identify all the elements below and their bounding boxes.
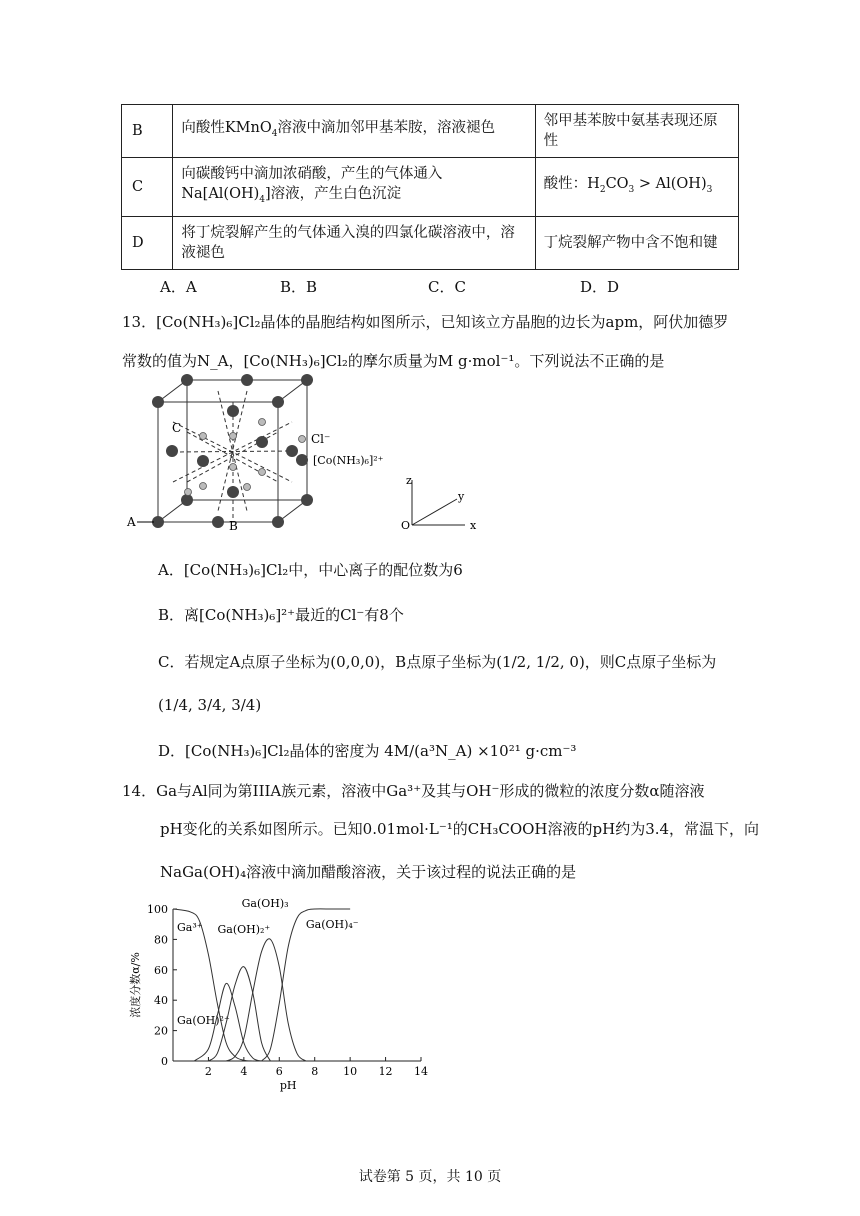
axis-x: x [470, 519, 477, 532]
q14-stem-line2: pH变化的关系如图所示。已知0.01mol·L⁻¹的CH₃COOH溶液的pH约为3.4，常温下，向 [160, 820, 760, 838]
series-label: Ga(OH)₂⁺ [217, 923, 271, 936]
row-label: C [122, 158, 173, 217]
row-conclusion: 酸性：$H_2CO_3 > Al(OH)_3$ [535, 158, 738, 217]
series-line [226, 939, 306, 1061]
choice-c[interactable]: C．C [428, 278, 466, 296]
series-label: Ga³⁺ [177, 921, 203, 934]
x-axis-label: pH [279, 1079, 297, 1092]
q13-stem-line2: 常数的值为N_A，[Co(NH₃)₆]Cl₂的摩尔质量为M g·mol⁻¹。下列说法不正确的是 [122, 352, 665, 370]
series-label: Ga(OH)²⁺ [177, 1014, 230, 1027]
q13-option-a[interactable]: A．[Co(NH₃)₆]Cl₂中，中心离子的配位数为6 [158, 561, 463, 579]
x-tick-label: 6 [275, 1065, 283, 1078]
point-label-a: A [127, 515, 136, 529]
table-row [122, 158, 739, 217]
q13-option-c-line1[interactable]: C．若规定A点原子坐标为(0,0,0)，B点原子坐标为(1/2, 1/2, 0)，则C点原子坐标为 [158, 653, 717, 671]
page-footer: 试卷第 5 页，共 10 页 [358, 1169, 502, 1185]
y-tick-label: 20 [154, 1024, 168, 1038]
choice-a[interactable]: A．A [160, 278, 197, 296]
table-row [122, 105, 739, 158]
x-tick-label: 2 [204, 1065, 212, 1078]
legend-cl: Cl⁻ [311, 432, 331, 446]
point-label-c: C [172, 421, 182, 435]
q14-stem-line1: 14．Ga与Al同为第IIIA族元素，溶液中Ga³⁺及其与OH⁻形成的微粒的浓度分数α随溶液 [122, 782, 705, 800]
y-tick-label: 80 [154, 933, 168, 947]
x-tick-label: 4 [240, 1065, 248, 1078]
row-operation: 向碳酸钙中滴加浓硝酸，产生的气体通入 $Na[Al(OH)_4]$溶液，产生白色沉淀 [173, 158, 535, 217]
axis-z: z [406, 474, 412, 487]
q13-option-b[interactable]: B．离[Co(NH₃)₆]²⁺最近的Cl⁻有8个 [158, 606, 404, 624]
choice-b[interactable]: B．B [280, 278, 318, 296]
legend-large-sphere [296, 454, 308, 466]
row-label: B [122, 105, 173, 158]
axis-y: y [458, 490, 465, 503]
q13-stem-line1: 13．[Co(NH₃)₆]Cl₂晶体的晶胞结构如图所示，已知该立方晶胞的边长为apm，阿伏加德罗 [122, 313, 729, 331]
q12-option-table [121, 104, 739, 270]
series-label: Ga(OH)₄⁻ [305, 918, 359, 931]
row-operation: 将丁烷裂解产生的气体通入溴的四氯化碳溶液中，溶液褪色 [173, 216, 535, 269]
series-label: Ga(OH)₃ [241, 897, 289, 910]
series-line [262, 909, 351, 1061]
point-label-b: B [229, 519, 238, 532]
x-tick-label: 14 [414, 1065, 428, 1078]
legend-small-sphere [299, 436, 306, 443]
x-tick-label: 10 [343, 1065, 358, 1078]
crystal-cell-figure [125, 372, 505, 532]
axis-origin: O [401, 519, 411, 532]
q13-option-d[interactable]: D．[Co(NH₃)₆]Cl₂晶体的密度为 4M/(a³N_A) ×10²¹ g·cm⁻³ [158, 742, 577, 760]
y-tick-label: 0 [161, 1055, 168, 1068]
x-tick-label: 8 [311, 1065, 319, 1078]
x-tick-label: 12 [378, 1065, 393, 1078]
y-tick-label: 60 [154, 963, 168, 977]
q14-stem-line3: NaGa(OH)₄溶液中滴加醋酸溶液，关于该过程的说法正确的是 [160, 863, 577, 881]
row-label: D [122, 216, 173, 269]
row-conclusion: 丁烷裂解产物中含不饱和键 [535, 216, 738, 269]
table-row [122, 216, 739, 269]
y-axis-label: 浓度分数α/% [129, 952, 142, 1018]
legend-co: [Co(NH₃)₆]²⁺ [313, 454, 384, 467]
ga-speciation-chart [125, 897, 445, 1107]
q13-option-c-line2: (1/4, 3/4, 3/4) [158, 696, 262, 714]
choice-d[interactable]: D．D [580, 278, 620, 296]
row-conclusion: 邻甲基苯胺中氨基表现还原性 [535, 105, 738, 158]
row-operation: 向酸性KMnO$_4$溶液中滴加邻甲基苯胺，溶液褪色 [173, 105, 535, 158]
y-tick-label: 100 [147, 903, 168, 916]
y-tick-label: 40 [154, 994, 168, 1008]
